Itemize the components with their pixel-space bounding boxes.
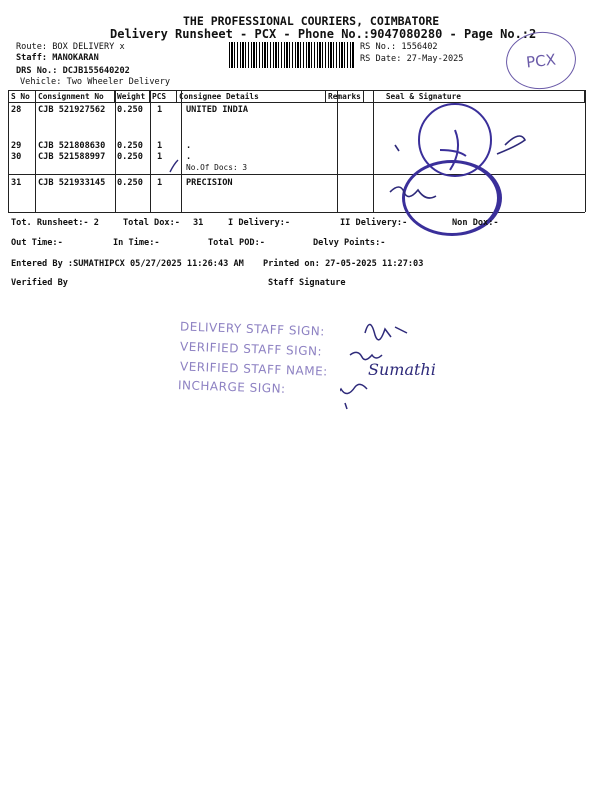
col-remarks: Remarks	[326, 91, 364, 103]
cell-consignment: CJB 521588997	[38, 152, 106, 162]
col-consignee: Consignee Details	[177, 91, 326, 103]
cell-pcs: 1	[157, 105, 163, 115]
company-title: THE PROFESSIONAL COURIERS, COIMBATORE	[183, 14, 440, 28]
staff-label: Staff: MANOKARAN	[16, 53, 99, 63]
drs-number: DRS No.: DCJB155640202	[16, 66, 130, 76]
signature-scribbles	[150, 100, 590, 220]
cell-weight: 0.250	[117, 141, 143, 151]
signature-stroke	[340, 384, 367, 409]
verified-by: Verified By	[11, 278, 68, 288]
route-label: Route: BOX DELIVERY x	[16, 42, 125, 52]
stamp-verified-staff-sign: VERIFIED STAFF SIGN:	[179, 339, 323, 359]
grid-line	[35, 90, 36, 212]
out-time: Out Time:-	[11, 238, 63, 248]
cell-weight: 0.250	[117, 105, 143, 115]
cell-consignee: .	[186, 152, 192, 162]
cell-consignment: CJB 521927562	[38, 105, 106, 115]
cell-sno: 30	[11, 152, 22, 162]
total-runsheet: Tot. Runsheet:- 2	[11, 218, 99, 228]
runsheet-subtitle: Delivery Runsheet - PCX - Phone No.:9047080280 - Page No.:2	[110, 27, 537, 41]
total-pod: Total POD:-	[208, 238, 265, 248]
col-weight: Weight	[115, 91, 150, 103]
cell-weight: 0.250	[117, 178, 143, 188]
delvy-points: Delvy Points:-	[313, 238, 386, 248]
signature-stroke	[350, 352, 382, 359]
cell-consignment: CJB 521933145	[38, 178, 106, 188]
seal-marks	[440, 130, 466, 170]
cell-consignment: CJB 521808630	[38, 141, 106, 151]
scribble	[395, 145, 399, 151]
col-sno: S No	[9, 91, 36, 103]
barcode	[229, 42, 354, 68]
cell-pcs: 1	[157, 141, 163, 151]
entered-by: Entered By :SUMATHIPCX 05/27/2025 11:26:43 AM	[11, 259, 244, 269]
docs-count-note: No.Of Docs: 3	[186, 163, 248, 172]
cell-consignee: PRECISION	[186, 178, 233, 188]
vehicle-label: Vehicle: Two Wheeler Delivery	[20, 77, 171, 87]
scribble	[390, 187, 436, 198]
stamp-incharge-sign: INCHARGE SIGN:	[177, 378, 286, 396]
i-delivery: I Delivery:-	[228, 218, 291, 228]
cell-pcs: 1	[157, 178, 163, 188]
non-dox: Non Dox:-	[452, 218, 499, 228]
stamp-verified-staff-name: VERIFIED STAFF NAME:	[179, 359, 328, 379]
col-consignment: Consignment No	[36, 91, 115, 103]
grid-line	[8, 90, 9, 212]
stamp-delivery-staff-sign: DELIVERY STAFF SIGN:	[179, 319, 326, 339]
total-dox-count: 31	[193, 218, 204, 228]
cell-weight: 0.250	[117, 152, 143, 162]
col-pcs: PCS	[150, 91, 177, 103]
signature-stroke	[365, 324, 407, 339]
cell-sno: 31	[11, 178, 22, 188]
col-seal: Seal & Signature	[363, 91, 584, 103]
tick-mark	[170, 160, 178, 172]
rs-date: RS Date: 27-May-2025	[360, 54, 464, 64]
handwritten-name: Sumathi	[368, 360, 436, 379]
cell-consignee: UNITED INDIA	[186, 105, 249, 115]
handwritten-signatures	[340, 305, 460, 415]
cell-sno: 28	[11, 105, 22, 115]
ii-delivery: II Delivery:-	[340, 218, 408, 228]
in-time: In Time:-	[113, 238, 160, 248]
scribble	[497, 136, 525, 154]
pcx-stamp: PCX	[503, 28, 579, 92]
total-dox-label: Total Dox:-	[123, 218, 180, 228]
cell-pcs: 1	[157, 152, 163, 162]
printed-on: Printed on: 27-05-2025 11:27:03	[263, 259, 424, 269]
staff-signature-label: Staff Signature	[268, 278, 346, 288]
cell-sno: 29	[11, 141, 22, 151]
rs-number: RS No.: 1556402	[360, 42, 438, 52]
cell-consignee: .	[186, 141, 192, 151]
grid-line	[115, 90, 116, 212]
